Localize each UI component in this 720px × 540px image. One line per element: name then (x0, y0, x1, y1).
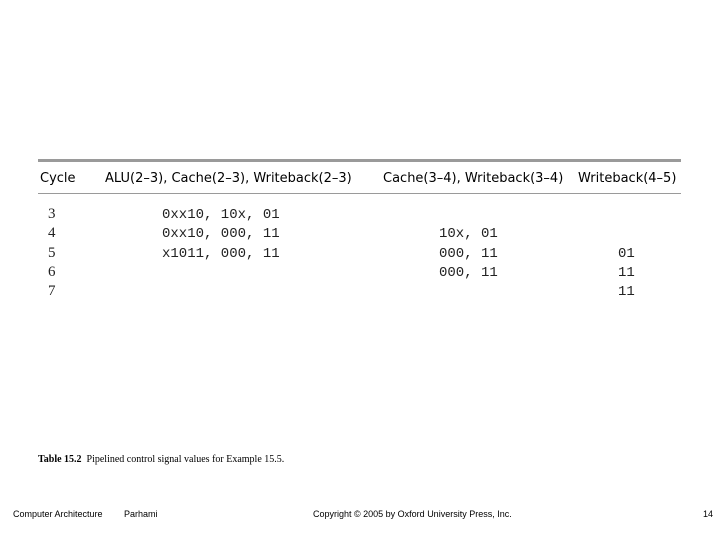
table-top-rule (38, 159, 681, 162)
alu-cache-wb-cell: x1011, 000, 11 (162, 246, 280, 262)
writeback-cell: 11 (618, 284, 635, 300)
cache-wb-cell: 000, 11 (439, 265, 498, 281)
writeback-cell: 11 (618, 265, 635, 281)
cycle-cell: 6 (48, 264, 56, 280)
header-stage-2-3: ALU(2–3), Cache(2–3), Writeback(2–3) (105, 171, 352, 186)
caption-label: Table 15.2 (38, 454, 82, 465)
footer-copyright: Copyright © 2005 by Oxford University Press, Inc. (313, 509, 512, 519)
cache-wb-cell: 000, 11 (439, 246, 498, 262)
cycle-cell: 7 (48, 283, 56, 299)
footer-course: Computer Architecture (13, 509, 103, 519)
alu-cache-wb-cell: 0xx10, 000, 11 (162, 226, 280, 242)
caption-text: Pipelined control signal values for Example 15.5. (86, 454, 285, 465)
footer-author: Parhami (124, 509, 158, 519)
header-stage-4-5: Writeback(4–5) (578, 171, 677, 186)
cycle-cell: 3 (48, 206, 56, 222)
writeback-cell: 01 (618, 246, 635, 262)
page-number: 14 (703, 509, 714, 519)
table-header-rule (38, 193, 681, 194)
cycle-cell: 5 (48, 245, 56, 261)
alu-cache-wb-cell: 0xx10, 10x, 01 (162, 207, 280, 223)
header-cycle: Cycle (40, 171, 76, 186)
cache-wb-cell: 10x, 01 (439, 226, 498, 242)
table-caption (38, 454, 284, 465)
control-signal-table (38, 159, 681, 309)
header-stage-3-4: Cache(3–4), Writeback(3–4) (383, 171, 564, 186)
cycle-cell: 4 (48, 225, 56, 241)
